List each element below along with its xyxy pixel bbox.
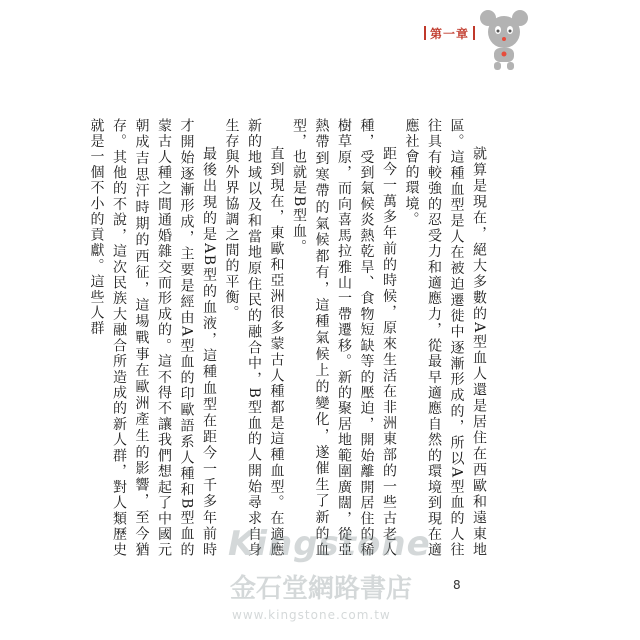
paragraph-3: 直到現在，東歐和亞洲很多蒙古人種都是這種血型。在適應新的地域以及和當地原住民的融合中，B型血的人開始尋求自身生存與外界協調之間的平衡。	[223, 118, 285, 558]
page-number: 8	[453, 578, 461, 592]
watermark-brand: Kingstone	[228, 524, 431, 564]
paragraph-2: 距今一萬多年前的時候，原來生活在非洲東部的一些古老人種，受到氣候炎熱乾旱、食物短缺等的壓迫，開始離開居住的稀樹草原，而向喜馬拉雅山一帶遷移。新的聚居地範圍廣闊，從亞熱帶到寒帶的氣候都有，這種氣候上的變化，遂催生了新的血型，也就是B型血。	[291, 118, 397, 558]
paragraph-4: 最後出現的是AB型的血液，這種血型在距今一千多年前時才開始逐漸形成，主要是經由A型血的印歐語系人種和B型血的蒙古人種之間通婚雜交而形成的。這不得不讓我們想起了中國元朝成吉思汗時期的西征，這場戰事在歐洲產生的影響，至今猶存。其他的不說，這次民族大融合所造成的新人群，對人類歷史就是一個不小的貢獻。這些人群	[88, 118, 217, 558]
chapter-tab	[420, 22, 479, 44]
watermark-name: 金石堂網路書店	[230, 574, 413, 604]
chapter-label: 第一章	[430, 26, 470, 41]
paragraph-1: 就算是現在，絕大多數的A型血人還是居住在西歐和遠東地區。這種血型是人在被迫遷徙中逐漸形成的，所以A型血的人往往具有較強的忍受力和適應力，從最早適應自然的環境到現在適應社會的環境。	[403, 118, 487, 558]
body-text	[85, 118, 490, 558]
watermark-url: www.kingstone.com.tw	[232, 608, 391, 622]
chapter-tab-right-bar	[473, 26, 475, 40]
chapter-tab-left-bar	[424, 26, 426, 40]
mascot-icon	[478, 8, 530, 72]
